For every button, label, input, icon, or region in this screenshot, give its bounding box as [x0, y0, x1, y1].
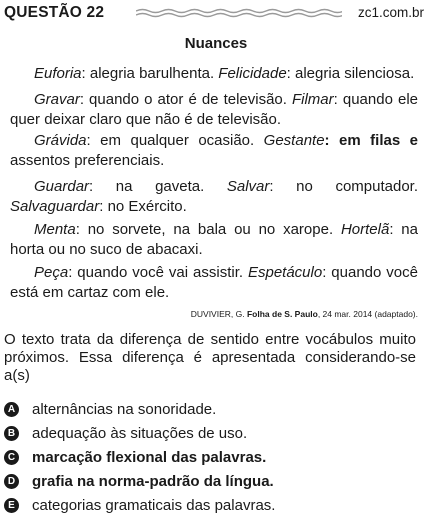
- source-publication: Folha de S. Paulo: [246, 309, 318, 319]
- term: Menta: [34, 221, 76, 238]
- stanza-line: [10, 220, 418, 259]
- option-letter-badge: D: [4, 474, 19, 489]
- source-author: DUVIVIER, G.: [190, 309, 247, 319]
- definition-text: : alegria barulhenta.: [81, 65, 219, 82]
- term: Hortelã: [340, 221, 390, 238]
- term: Filmar: [291, 91, 334, 108]
- source-citation: [191, 309, 418, 319]
- stanza: [10, 220, 418, 259]
- stanza: [10, 263, 418, 302]
- definition-text: : na gaveta.: [89, 178, 227, 195]
- term: Euforia: [34, 65, 82, 82]
- option-text: marcação flexional das palavras.: [32, 448, 267, 466]
- term: Guardar: [34, 178, 90, 195]
- option-d[interactable]: [4, 471, 274, 491]
- stanza-line: [10, 177, 418, 216]
- term: Salvar: [226, 178, 270, 195]
- definition-text: assentos preferenciais.: [10, 151, 165, 169]
- definition-text: : alegria silenciosa.: [286, 65, 415, 82]
- term: Espetáculo: [247, 264, 323, 281]
- option-text: grafia na norma-padrão da língua.: [32, 472, 274, 490]
- option-text: categorias gramaticais das palavras.: [32, 496, 276, 514]
- option-letter-badge: C: [4, 450, 19, 465]
- question-stem: O texto trata da diferença de sentido entre vocábulos muito próximos. Essa diferença é apresentada considerando-se a(s): [4, 331, 416, 384]
- stanza-line: [10, 90, 418, 129]
- text-title: Nuances: [184, 35, 248, 52]
- stanza: [10, 177, 418, 216]
- option-a[interactable]: [4, 399, 216, 419]
- definition-text: : no sorvete, na bala ou no xarope.: [75, 221, 341, 238]
- term: Gestante: [263, 132, 325, 149]
- definition-text: : quando o ator é de televisão.: [79, 91, 292, 108]
- stanza-line: [10, 263, 418, 302]
- option-b[interactable]: [4, 423, 247, 443]
- stanza-line: [10, 131, 418, 170]
- definition-text: : em qualquer ocasião.: [86, 132, 264, 149]
- definition-text: : no Exército.: [99, 197, 187, 215]
- stanza: [10, 64, 418, 84]
- definition-text: : quando ele quer deixar claro que não é de televisão.: [10, 91, 418, 128]
- stanza-line: [10, 64, 418, 84]
- option-letter-badge: B: [4, 426, 19, 441]
- term: Salvaguardar: [10, 197, 100, 215]
- question-number: QUESTÃO 22: [4, 4, 105, 21]
- option-letter-badge: A: [4, 402, 19, 417]
- term: Felicidade: [218, 65, 287, 82]
- term: Gravar: [34, 91, 80, 108]
- stanza: [10, 90, 418, 129]
- option-c[interactable]: [4, 447, 266, 467]
- definition-text: : quando você vai assistir.: [68, 264, 248, 281]
- option-e[interactable]: [4, 495, 275, 515]
- term: Grávida: [34, 132, 87, 149]
- option-text: adequação às situações de uso.: [32, 424, 248, 442]
- wavy-divider: [136, 8, 342, 20]
- definition-text: : em filas e: [324, 132, 418, 149]
- option-text: alternâncias na sonoridade.: [32, 400, 217, 418]
- definition-text: : na horta ou no suco de abacaxi.: [10, 221, 418, 258]
- option-letter-badge: E: [4, 498, 19, 513]
- term: Peça: [34, 264, 69, 281]
- question-header: [4, 3, 428, 25]
- site-watermark: zc1.com.br: [357, 5, 424, 20]
- definition-text: : quando você está em cartaz com ele.: [10, 264, 418, 301]
- source-details: , 24 mar. 2014 (adaptado).: [317, 309, 418, 319]
- definition-text: : no computador.: [269, 178, 418, 195]
- stanza: [10, 131, 418, 170]
